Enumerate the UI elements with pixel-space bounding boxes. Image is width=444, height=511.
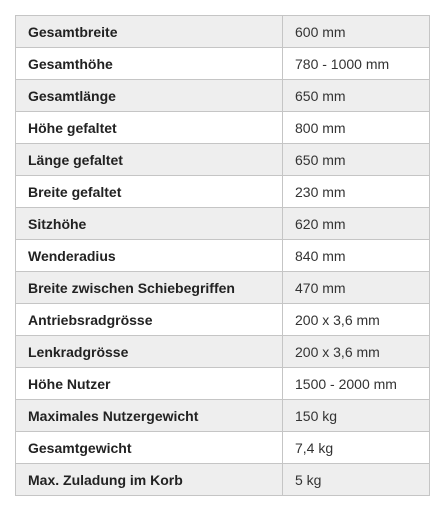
table-row bbox=[16, 272, 430, 304]
table-row bbox=[16, 336, 430, 368]
spec-value: 650 mm bbox=[283, 144, 430, 176]
spec-label: Breite zwischen Schiebegriffen bbox=[16, 272, 283, 304]
table-row bbox=[16, 112, 430, 144]
specifications-table-body bbox=[16, 16, 430, 496]
spec-value: 600 mm bbox=[283, 16, 430, 48]
table-row bbox=[16, 240, 430, 272]
table-row bbox=[16, 208, 430, 240]
spec-label: Gesamthöhe bbox=[16, 48, 283, 80]
spec-label: Gesamtgewicht bbox=[16, 432, 283, 464]
spec-label: Sitzhöhe bbox=[16, 208, 283, 240]
spec-label: Höhe gefaltet bbox=[16, 112, 283, 144]
spec-label: Gesamtlänge bbox=[16, 80, 283, 112]
spec-label: Höhe Nutzer bbox=[16, 368, 283, 400]
spec-value: 470 mm bbox=[283, 272, 430, 304]
table-row bbox=[16, 80, 430, 112]
spec-label: Antriebsradgrösse bbox=[16, 304, 283, 336]
table-row bbox=[16, 16, 430, 48]
spec-label: Max. Zuladung im Korb bbox=[16, 464, 283, 496]
table-row bbox=[16, 368, 430, 400]
specifications-table bbox=[15, 15, 430, 496]
table-row bbox=[16, 464, 430, 496]
spec-value: 620 mm bbox=[283, 208, 430, 240]
table-row bbox=[16, 176, 430, 208]
spec-value: 7,4 kg bbox=[283, 432, 430, 464]
table-row bbox=[16, 48, 430, 80]
spec-label: Lenkradgrösse bbox=[16, 336, 283, 368]
spec-label: Länge gefaltet bbox=[16, 144, 283, 176]
spec-label: Wenderadius bbox=[16, 240, 283, 272]
spec-label: Maximales Nutzergewicht bbox=[16, 400, 283, 432]
spec-value: 650 mm bbox=[283, 80, 430, 112]
spec-value: 800 mm bbox=[283, 112, 430, 144]
spec-value: 200 x 3,6 mm bbox=[283, 336, 430, 368]
spec-value: 5 kg bbox=[283, 464, 430, 496]
table-row bbox=[16, 304, 430, 336]
spec-value: 230 mm bbox=[283, 176, 430, 208]
table-row bbox=[16, 144, 430, 176]
spec-value: 150 kg bbox=[283, 400, 430, 432]
spec-label: Gesamtbreite bbox=[16, 16, 283, 48]
spec-value: 1500 - 2000 mm bbox=[283, 368, 430, 400]
spec-label: Breite gefaltet bbox=[16, 176, 283, 208]
table-row bbox=[16, 432, 430, 464]
spec-value: 200 x 3,6 mm bbox=[283, 304, 430, 336]
spec-value: 780 - 1000 mm bbox=[283, 48, 430, 80]
table-row bbox=[16, 400, 430, 432]
spec-value: 840 mm bbox=[283, 240, 430, 272]
